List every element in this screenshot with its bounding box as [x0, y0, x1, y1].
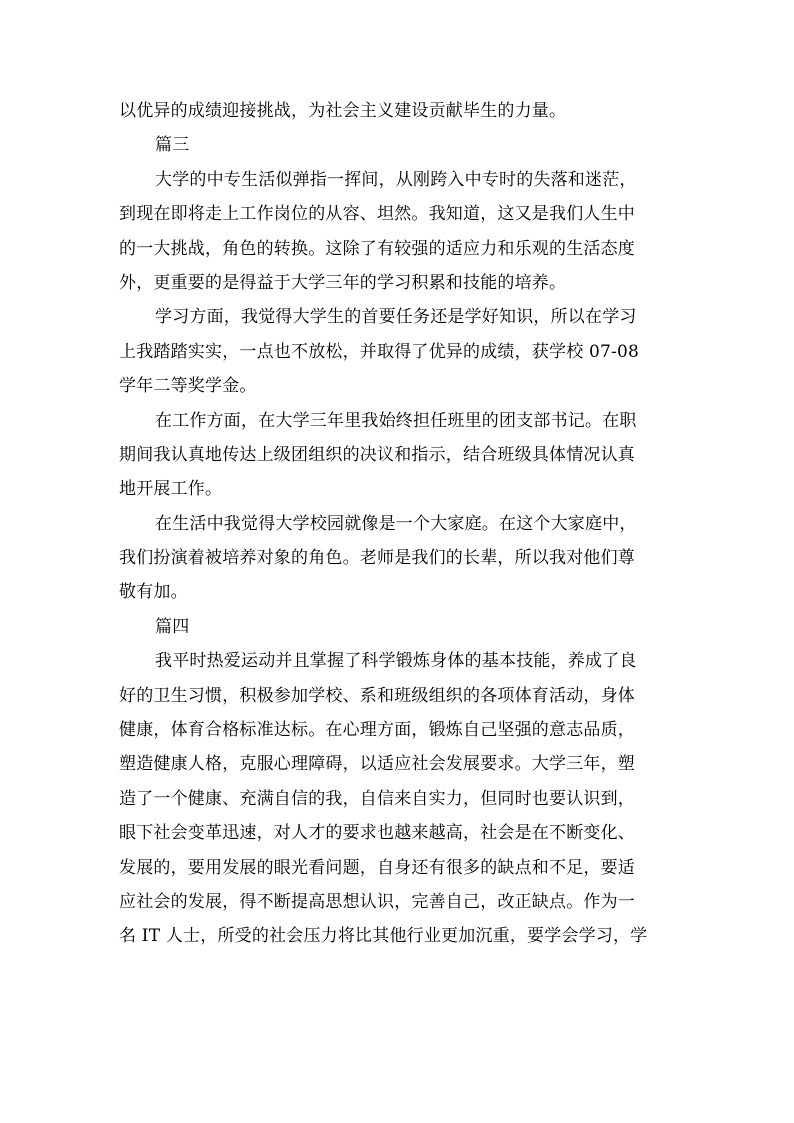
text-line: 眼下社会变革迅速，对人才的要求也越来越高，社会是在不断变化、	[119, 823, 635, 844]
text-line: 在工作方面，在大学三年里我始终担任班里的团支部书记。在职	[155, 410, 637, 431]
text-line: 地开展工作。	[119, 479, 223, 500]
text-line: 好的卫生习惯，积极参加学校、系和班级组织的各项体育活动，身体	[119, 685, 635, 706]
text-line: 大学的中专生活似弹指一挥间，从刚跨入中专时的失落和迷茫，	[155, 169, 637, 190]
text-line: 期间我认真地传达上级团组织的决议和指示，结合班级具体情况认真	[119, 444, 635, 465]
text-line: 上我踏踏实实，一点也不放松，并取得了优异的成绩，获学校 07-08	[119, 341, 640, 362]
text-line: 名 IT 人士，所受的社会压力将比其他行业更加沉重，要学会学习，学	[119, 926, 648, 947]
text-line: 我们扮演着被培养对象的角色。老师是我们的长辈，所以我对他们尊	[119, 548, 635, 569]
text-line: 造了一个健康、充满自信的我，自信来自实力，但同时也要认识到，	[119, 788, 635, 809]
text-line: 外，更重要的是得益于大学三年的学习积累和技能的培养。	[119, 272, 567, 293]
text-line: 以优异的成绩迎接挑战，为社会主义建设贡献毕生的力量。	[119, 101, 567, 121]
section-heading: 篇三	[155, 135, 190, 156]
text-line: 的一大挑战，角色的转换。这除了有较强的适应力和乐观的生活态度	[119, 238, 635, 259]
section-heading: 篇四	[155, 616, 190, 637]
text-line: 健康，体育合格标准达标。在心理方面，锻炼自己坚强的意志品质，	[119, 720, 635, 741]
text-line: 发展的，要用发展的眼光看问题，自身还有很多的缺点和不足，要适	[119, 857, 635, 878]
text-line: 塑造健康人格，克服心理障碍，以适应社会发展要求。大学三年，塑	[119, 754, 635, 775]
text-line: 到现在即将走上工作岗位的从容、坦然。我知道，这又是我们人生中	[119, 204, 635, 225]
text-line: 我平时热爱运动并且掌握了科学锻炼身体的基本技能，养成了良	[155, 651, 637, 672]
text-line: 在生活中我觉得大学校园就像是一个大家庭。在这个大家庭中，	[155, 513, 637, 534]
text-line: 应社会的发展，得不断提高思想认识，完善自己，改正缺点。作为一	[119, 891, 635, 912]
text-line: 学习方面，我觉得大学生的首要任务还是学好知识，所以在学习	[155, 307, 637, 328]
document-page	[119, 94, 677, 954]
text-line: 敬有加。	[119, 582, 188, 603]
text-line: 学年二等奖学金。	[119, 376, 257, 397]
